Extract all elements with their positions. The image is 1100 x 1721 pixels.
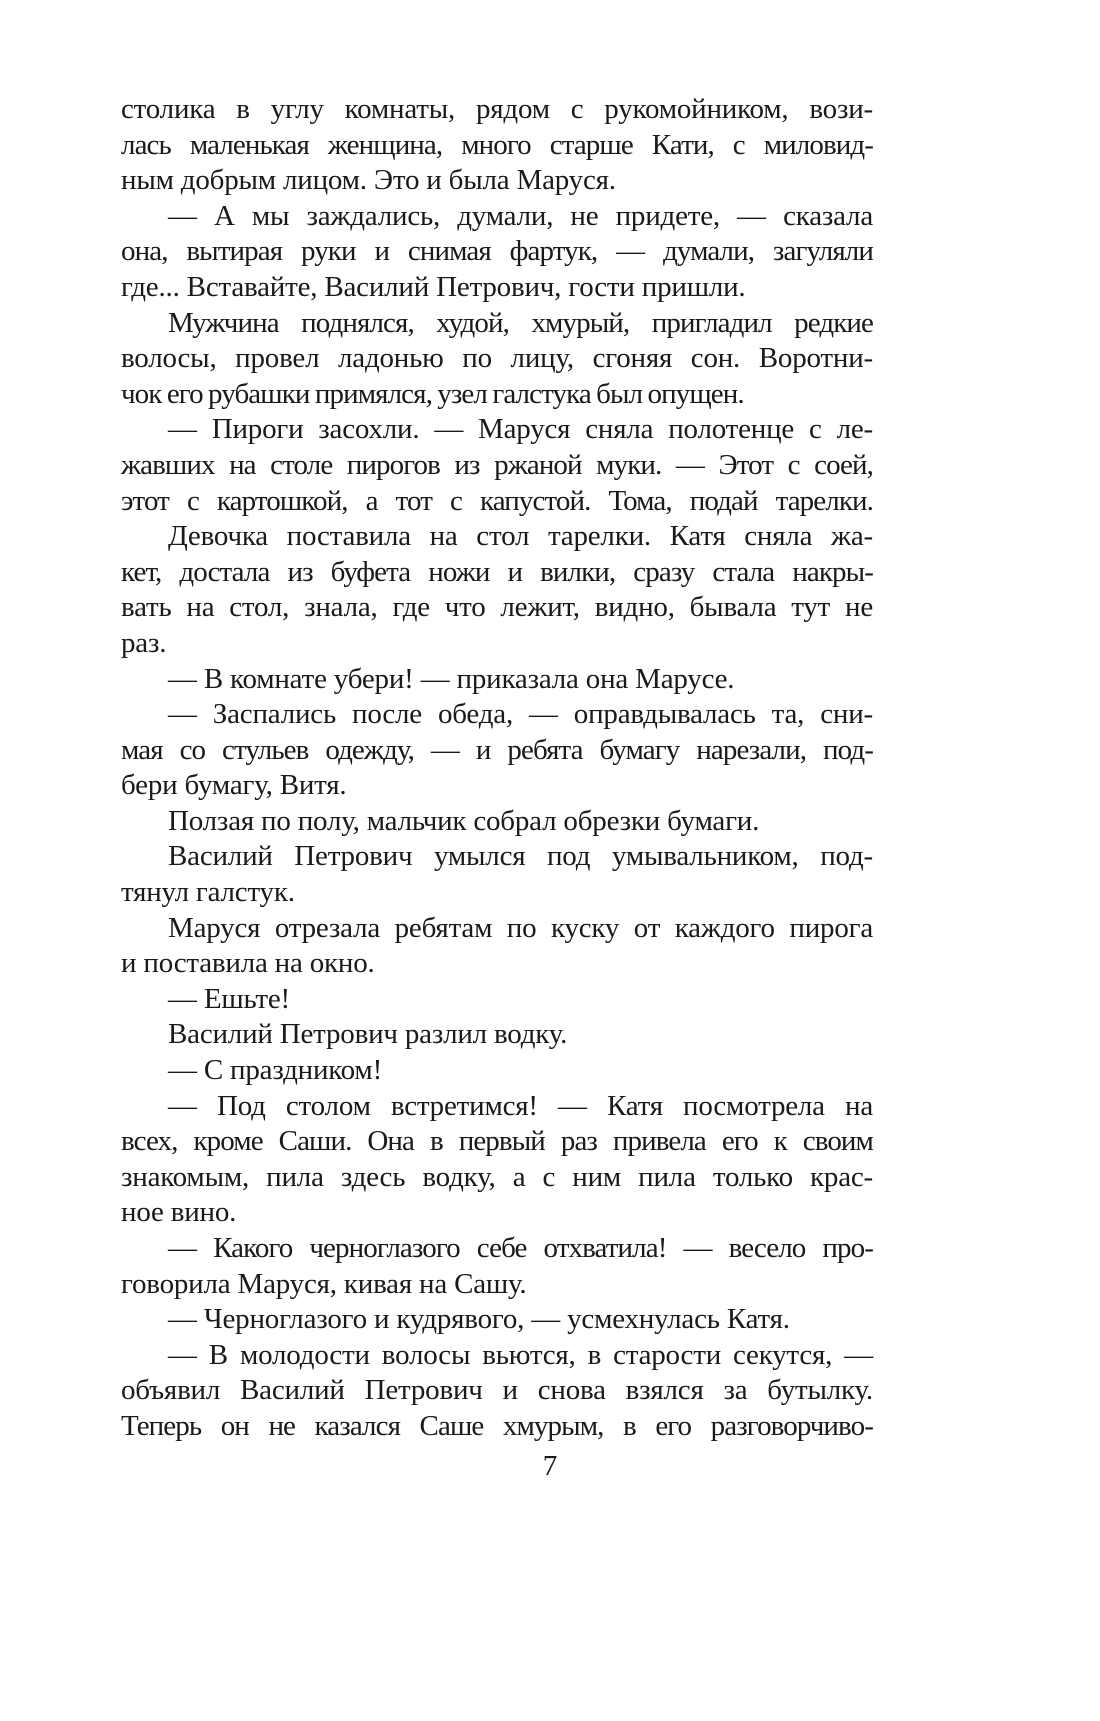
line: ным добрым лицом. Это и была Маруся. [121, 164, 616, 197]
line: вать на стол, знала, где что лежит, видно, бывала тут не [121, 591, 873, 624]
line: — В комнате убери! — приказала она Марусе. [168, 662, 735, 695]
line: — Какого черноглазого себе отхватила! — весело про- [168, 1232, 873, 1264]
line: говорила Маруся, кивая на Сашу. [121, 1267, 527, 1300]
line: Ползая по полу, мальчик собрал обрезки бумаги. [168, 804, 760, 837]
line: знакомым, пила здесь водку, а с ним пила только крас- [121, 1160, 873, 1193]
line: этот с картошкой, а тот с капустой. Тома, подай тарелки. [121, 484, 873, 517]
page-body [121, 92, 873, 1445]
line: лась маленькая женщина, много старше Кати, с миловид- [121, 128, 873, 161]
line: — Под столом встретимся! — Катя посмотрела на [168, 1089, 873, 1122]
line: столика в углу комнаты, рядом с рукомойником, вози- [121, 93, 873, 125]
line: и поставила на окно. [121, 947, 375, 980]
line: Маруся отрезала ребятам по куску от каждого пирога [168, 911, 873, 944]
line: ное вино. [121, 1196, 237, 1229]
line: она, вытирая руки и снимая фартук, — думали, загуляли [121, 235, 873, 268]
line: раз. [121, 626, 167, 659]
line: объявил Василий Петрович и снова взялся за бутылку. [121, 1374, 873, 1407]
line: Девочка поставила на стол тарелки. Катя сняла жа- [168, 520, 873, 553]
line: Василий Петрович разлил водку. [168, 1018, 568, 1051]
line: всех, кроме Саши. Она в первый раз привела его к своим [121, 1125, 873, 1158]
line: мая со стульев одежду, — и ребята бумагу нарезали, под- [121, 733, 873, 766]
page-number: 7 [542, 1450, 558, 1482]
line: Теперь он не казался Саше хмурым, в его разговорчиво- [121, 1409, 873, 1442]
line: — Заспались после обеда, — оправдывалась та, сни- [168, 698, 873, 731]
line: Мужчина поднялся, худой, хмурый, пригладил редкие [168, 306, 873, 339]
line: — В молодости волосы вьются, в старости секутся, — [168, 1338, 873, 1371]
line: волосы, провел ладонью по лицу, сгоняя сон. Воротни- [121, 342, 873, 375]
line: — А мы заждались, думали, не придете, — сказала [168, 199, 873, 232]
line: бери бумагу, Витя. [121, 769, 347, 802]
line: кет, достала из буфета ножи и вилки, сразу стала накры- [121, 555, 873, 588]
line: жавших на столе пирогов из ржаной муки. — Этот с соей, [121, 448, 873, 481]
line: — Пироги засохли. — Маруся сняла полотенце с ле- [168, 413, 873, 446]
line: — С праздником! [168, 1054, 383, 1087]
line: чок его рубашки примялся, узел галстука был опущен. [121, 377, 744, 410]
line: — Черноглазого и кудрявого, — усмехнулась Катя. [168, 1303, 790, 1336]
line: где... Вставайте, Василий Петрович, гости пришли. [121, 270, 746, 303]
line: Василий Петрович умылся под умывальником, под- [168, 840, 873, 873]
line: тянул галстук. [121, 876, 295, 909]
line: — Ешьте! [168, 982, 291, 1015]
